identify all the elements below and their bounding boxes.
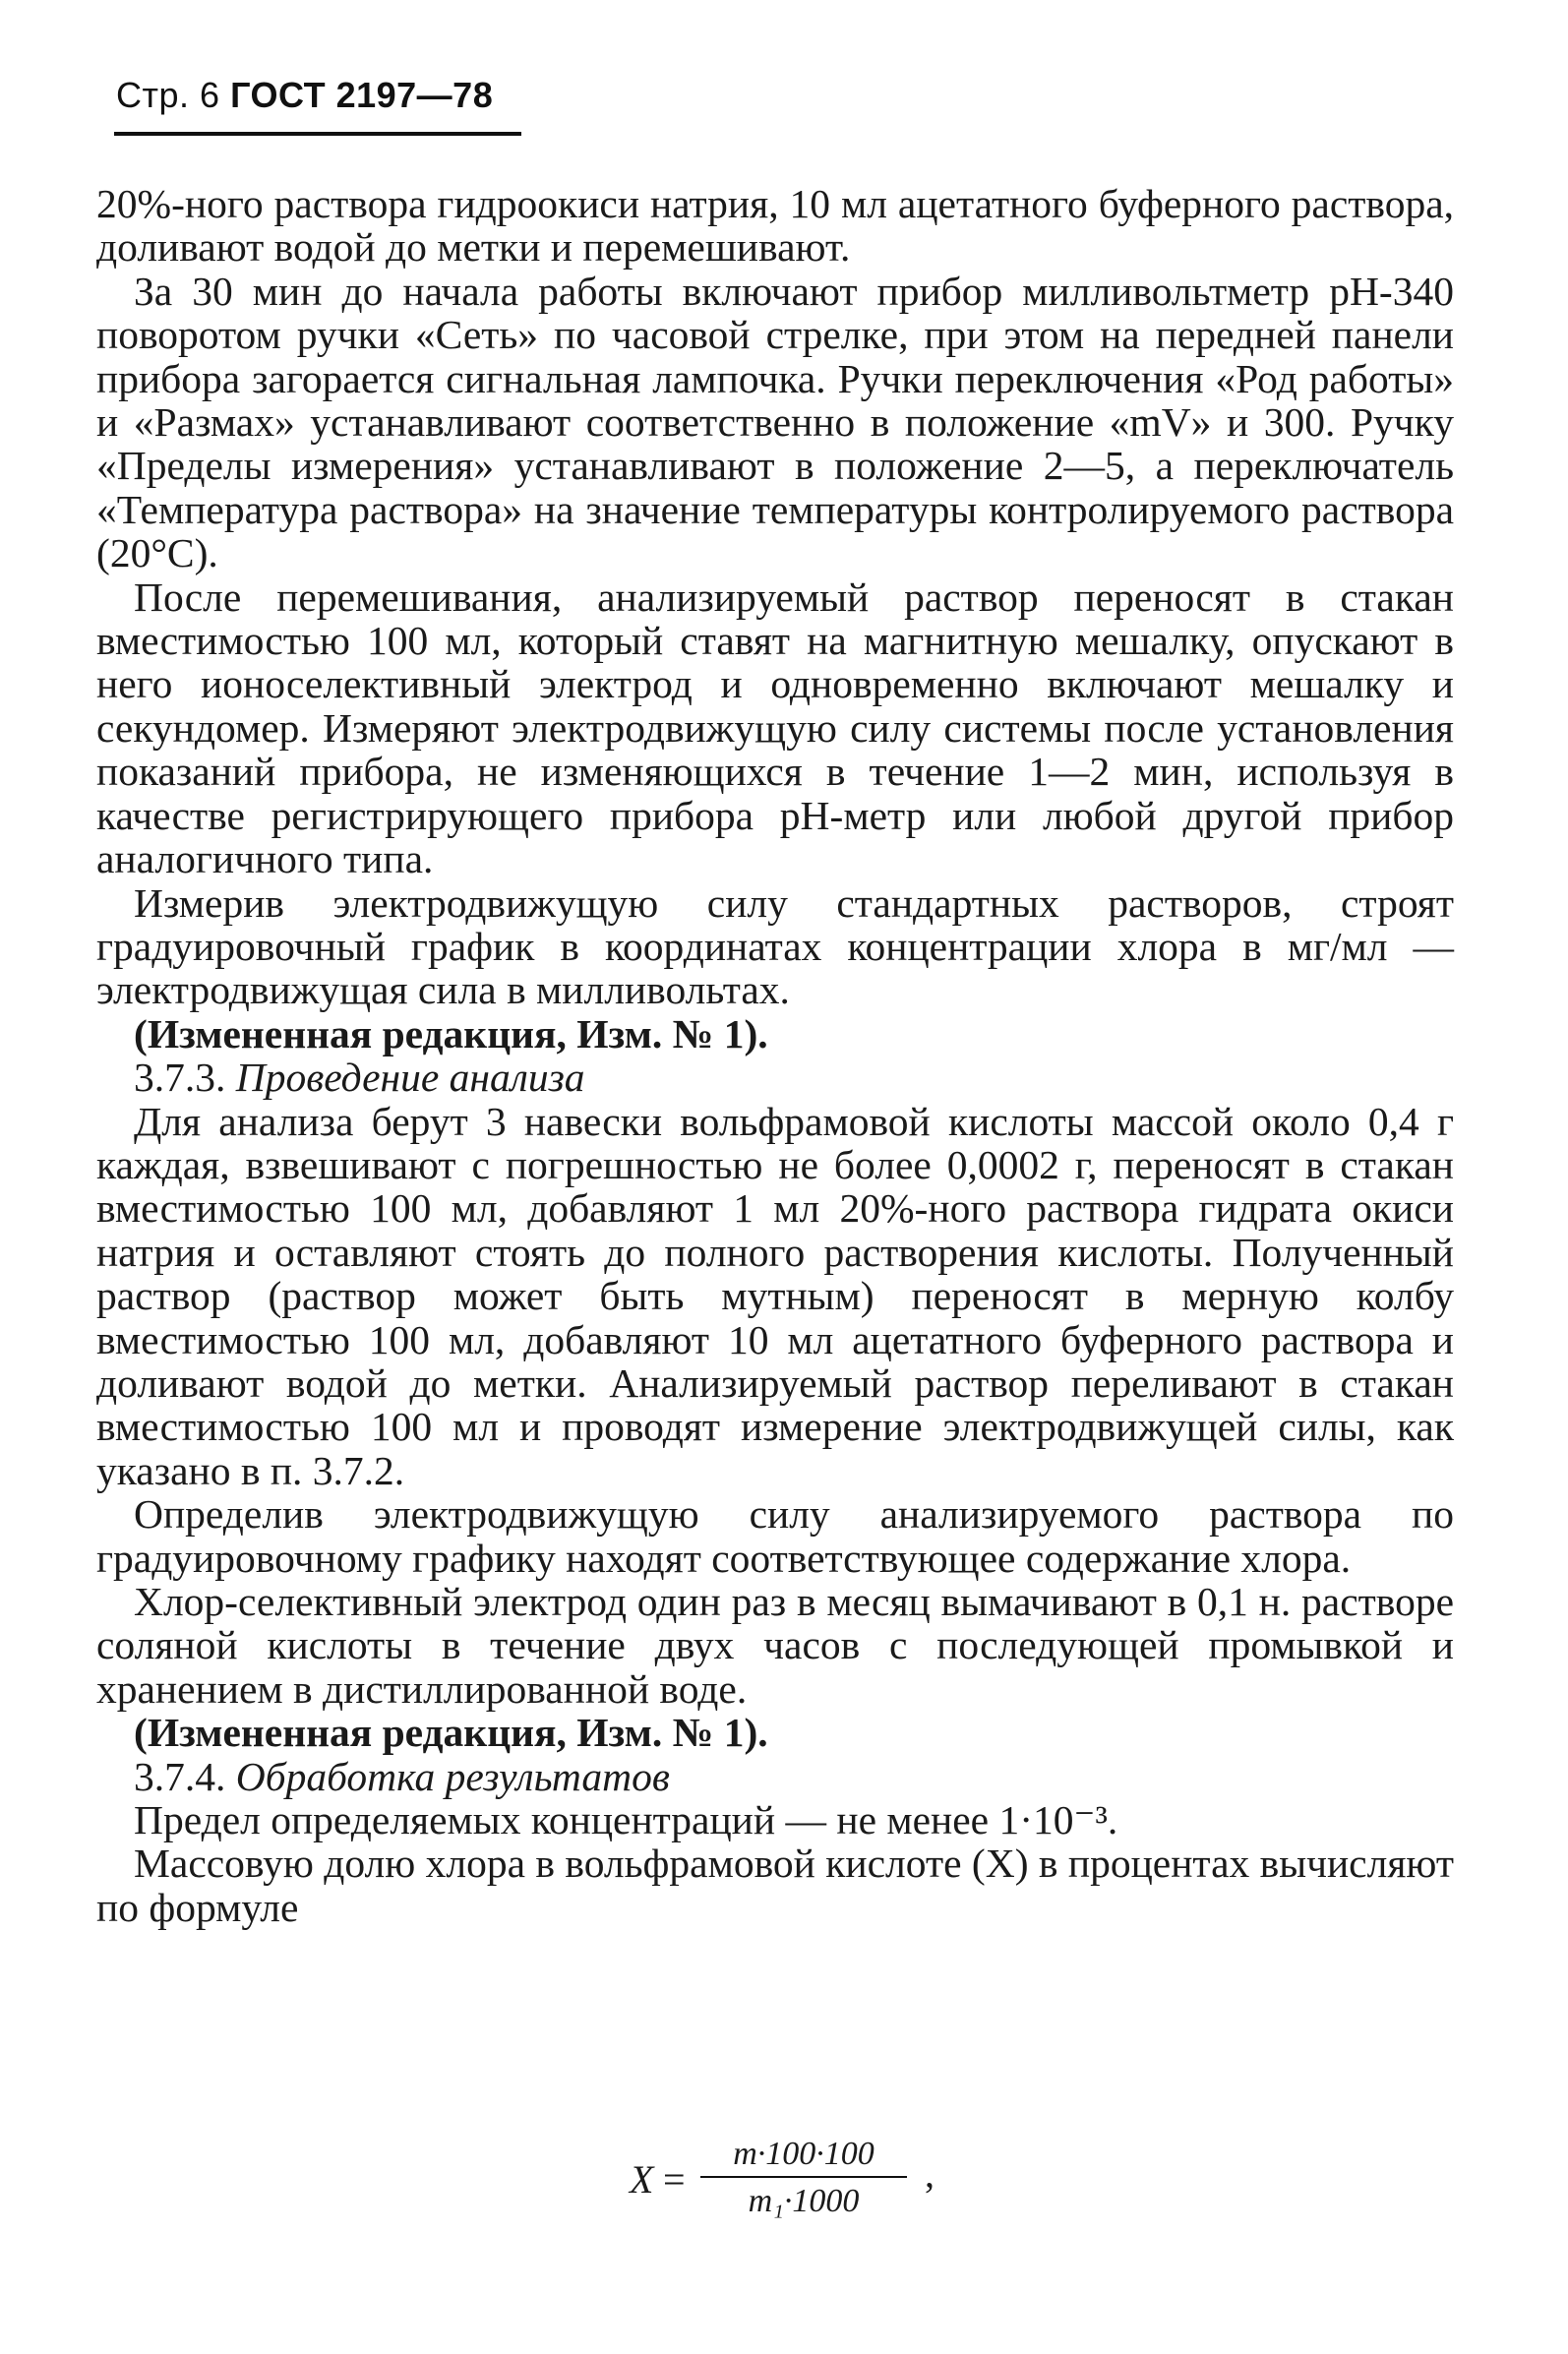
section-number: 3.7.3. <box>134 1055 226 1101</box>
section-number: 3.7.4. <box>134 1753 226 1799</box>
paragraph: Для анализа берут 3 навески вольфрамовой кислоты массой около 0,4 г каждая, взвешивают с погрешностью не более 0,0002 г, переносят в стакан вместимостью 100 мл, добавляют 1 мл 20%-ного раствора гидрата окиси натрия и оставляют стоять до полного растворения кислоты. Полученный раствор (раствор может быть мутным) переносят в мерную колбу вместимостью 100 мл, добавляют 10 мл ацетатного буферного раствора и доливают водой до метки. Анализируемый раствор переливают в стакан вместимостью 100 мл и проводят измерение электродвижущей силы, как указано в п. 3.7.2. <box>96 1098 1454 1493</box>
paragraph: Измерив электродвижущую силу стандартных растворов, строят градуировочный график в координатах концентрации хлора в мг/мл — электродвижущая сила в милливольтах. <box>96 879 1454 1013</box>
paragraph: После перемешивания, анализируемый раствор переносят в стакан вместимостью 100 мл, который ставят на магнитную мешалку, опускают в него ионоселективный электрод и одновременно включают мешалку и секундомер. Измеряют электродвижущую силу системы после установления показаний прибора, не изменяющихся в течение 1—2 мин, используя в качестве регистрирующего прибора рН-метр или любой другой прибор аналогичного типа. <box>96 573 1454 882</box>
formula-variable: X <box>630 2157 654 2202</box>
paragraph: 20%-ного раствора гидроокиси натрия, 10 мл ацетатного буферного раствора, доливают водой до метки и перемешивают. <box>96 181 1454 271</box>
standard-number: ГОСТ 2197—78 <box>230 75 494 115</box>
formula-fraction <box>700 2135 907 2221</box>
formula-numerator: m·100·100 <box>733 2136 874 2172</box>
section-title: Обработка результатов <box>235 1753 670 1799</box>
page-label: Стр. 6 <box>116 75 220 115</box>
header-rule <box>114 132 521 136</box>
paragraph: За 30 мин до начала работы включают прибор милливольтметр рН-340 поворотом ручки «Сеть» по часовой стрелке, при этом на передней панели прибора загорается сигнальная лампочка. Ручки переключения «Род работы» и «Размах» устанавливают соответственно в положение «mV» и 300. Ручку «Пределы измерения» устанавливают в положение 2—5, а переключатель «Температура раствора» на значение температуры контролируемого раствора (20°С). <box>96 268 1454 576</box>
paragraph: Массовую долю хлора в вольфрамовой кислоте (X) в процентах вычисляют по формуле <box>96 1841 1454 1930</box>
formula-comma: , <box>925 2151 935 2196</box>
amendment-note: (Измененная редакция, Изм. № 1). <box>134 1710 768 1756</box>
paragraph: Хлор-селективный электрод один раз в месяц вымачивают в 0,1 н. растворе соляной кислоты в течение двух часов с последующей промывкой и хранением в дистиллированной воде. <box>96 1579 1454 1712</box>
amendment-note: (Измененная редакция, Изм. № 1). <box>134 1010 768 1056</box>
fraction-bar <box>700 2176 907 2178</box>
paragraph: Определив электродвижущую силу анализируемого раствора по градуировочному графику находят соответствующее содержание хлора. <box>96 1491 1454 1581</box>
document-body <box>96 182 1454 1929</box>
page-header <box>116 75 493 116</box>
section-heading <box>96 1755 1454 1798</box>
formula-denominator: m₁·1000 <box>748 2183 860 2219</box>
section-title: Проведение анализа <box>235 1055 585 1101</box>
paragraph: Предел определяемых концентраций — не менее 1·10⁻³. <box>134 1797 1118 1843</box>
formula-equals: = <box>663 2157 686 2202</box>
section-heading <box>96 1056 1454 1099</box>
